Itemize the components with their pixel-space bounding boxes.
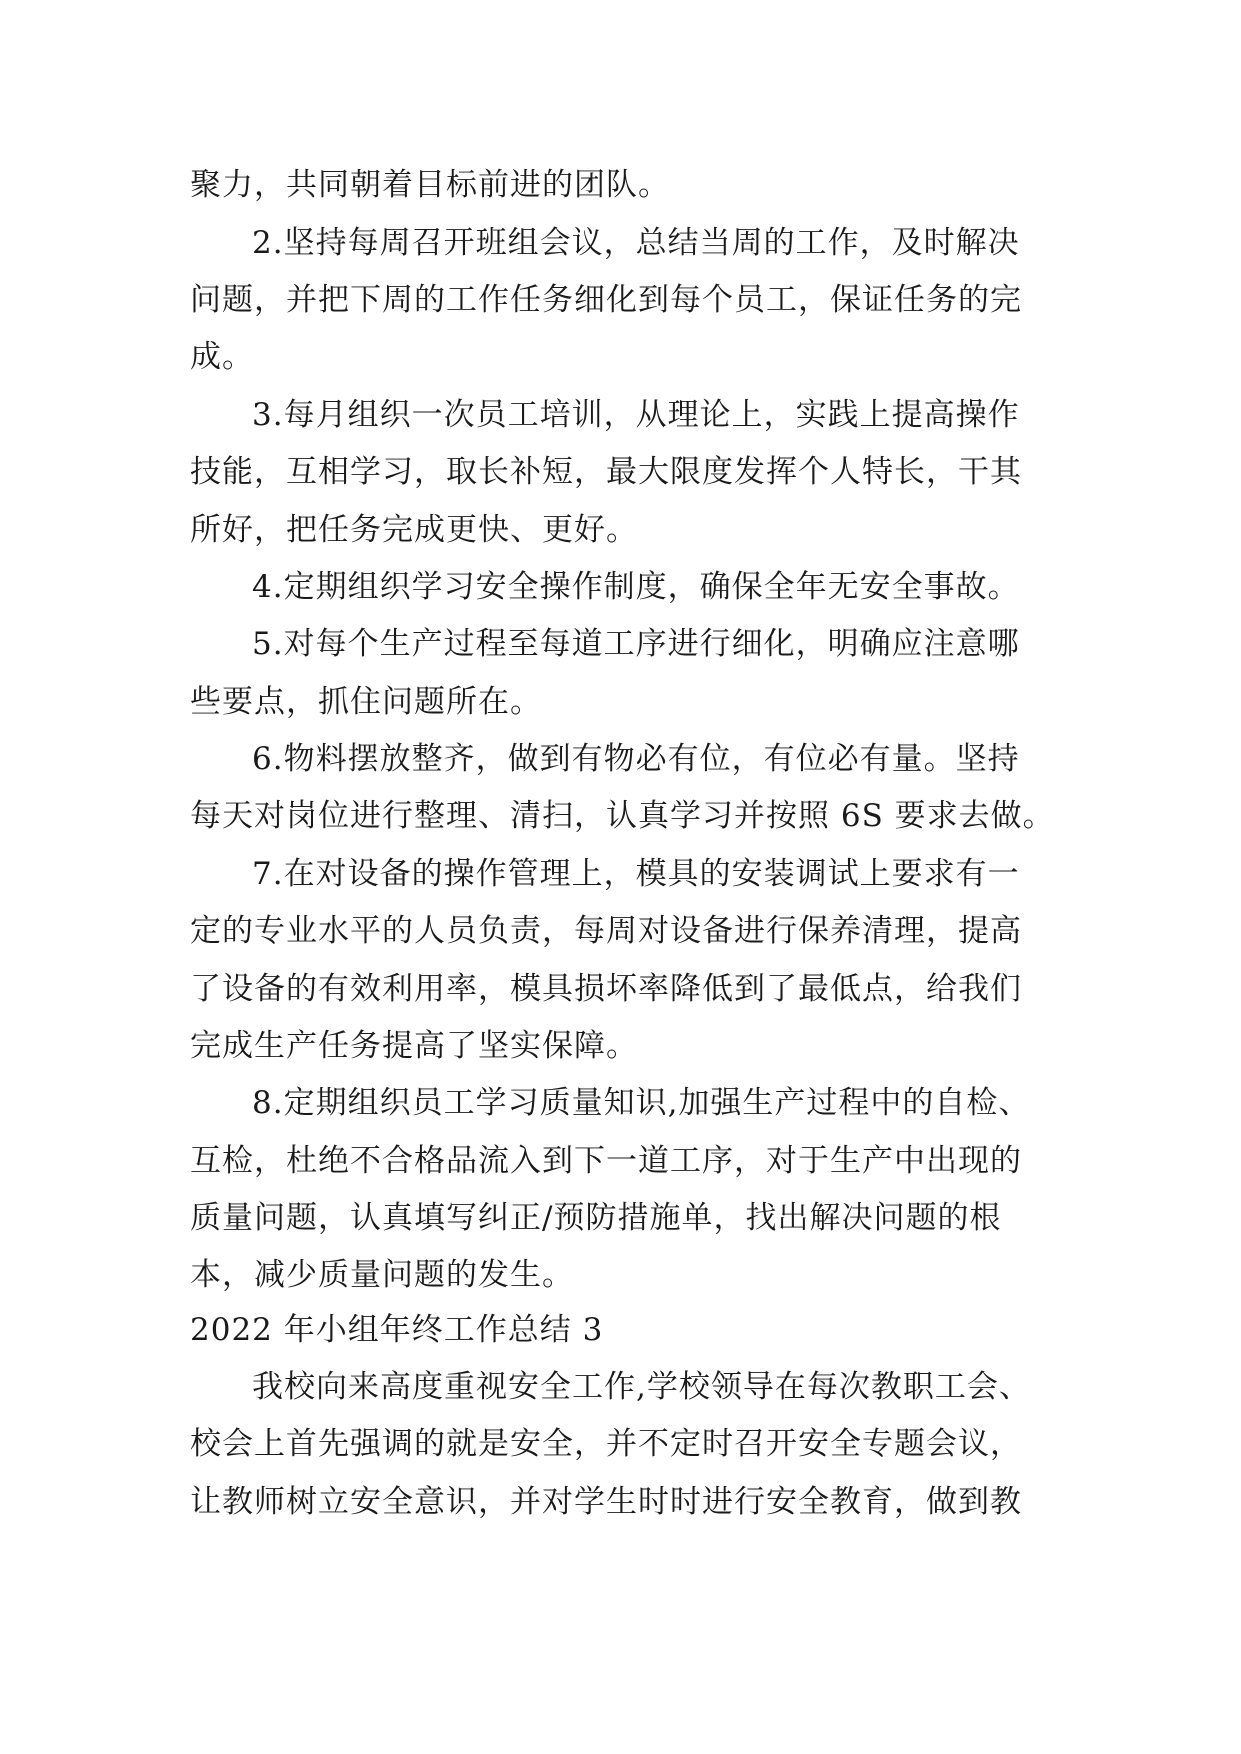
text-line: 了设备的有效利用率，模具损坏率降低到了最低点，给我们 (190, 971, 1022, 1007)
text-line: 6.物料摆放整齐，做到有物必有位，有位必有量。坚持 (252, 741, 1020, 777)
text-line: 问题，并把下周的工作任务细化到每个员工，保证任务的完 (190, 282, 1022, 318)
text-line: 4.定期组织学习安全操作制度，确保全年无安全事故。 (252, 569, 1020, 605)
text-line: 本，减少质量问题的发生。 (190, 1257, 574, 1293)
text-line: 我校向来高度重视安全工作,学校领导在每次教职工会、 (252, 1369, 1031, 1405)
text-line: 校会上首先强调的就是安全，并不定时召开安全专题会议， (190, 1426, 1022, 1462)
text-line: 聚力，共同朝着目标前进的团队。 (190, 167, 670, 203)
text-line: 每天对岗位进行整理、清扫，认真学习并按照 6S 要求去做。 (190, 798, 1055, 834)
text-line: 成。 (190, 339, 254, 375)
text-line: 互检，杜绝不合格品流入到下一道工序，对于生产中出现的 (190, 1143, 1022, 1179)
text-line: 让教师树立安全意识，并对学生时时进行安全教育，做到教 (190, 1484, 1022, 1520)
text-line: 8.定期组织员工学习质量知识,加强生产过程中的自检、 (252, 1085, 1031, 1121)
text-line: 5.对每个生产过程至每道工序进行细化，明确应注意哪 (252, 626, 1020, 662)
text-line: 7.在对设备的操作管理上，模具的安装调试上要求有一 (252, 856, 1020, 892)
text-line: 质量问题，认真填写纠正/预防措施单，找出解决问题的根 (190, 1200, 1002, 1236)
text-line: 所好，把任务完成更快、更好。 (190, 512, 638, 548)
text-line: 定的专业水平的人员负责，每周对设备进行保养清理，提高 (190, 913, 1022, 949)
text-line: 技能，互相学习，取长补短，最大限度发挥个人特长，干其 (190, 454, 1022, 490)
text-line: 3.每月组织一次员工培训，从理论上，实践上提高操作 (252, 397, 1020, 433)
text-line: 完成生产任务提高了坚实保障。 (190, 1028, 638, 1064)
text-line: 些要点，抓住问题所在。 (190, 684, 542, 720)
text-line: 2.坚持每周召开班组会议，总结当周的工作，及时解决 (252, 225, 1020, 261)
section-heading: 2022 年小组年终工作总结 3 (190, 1312, 604, 1348)
